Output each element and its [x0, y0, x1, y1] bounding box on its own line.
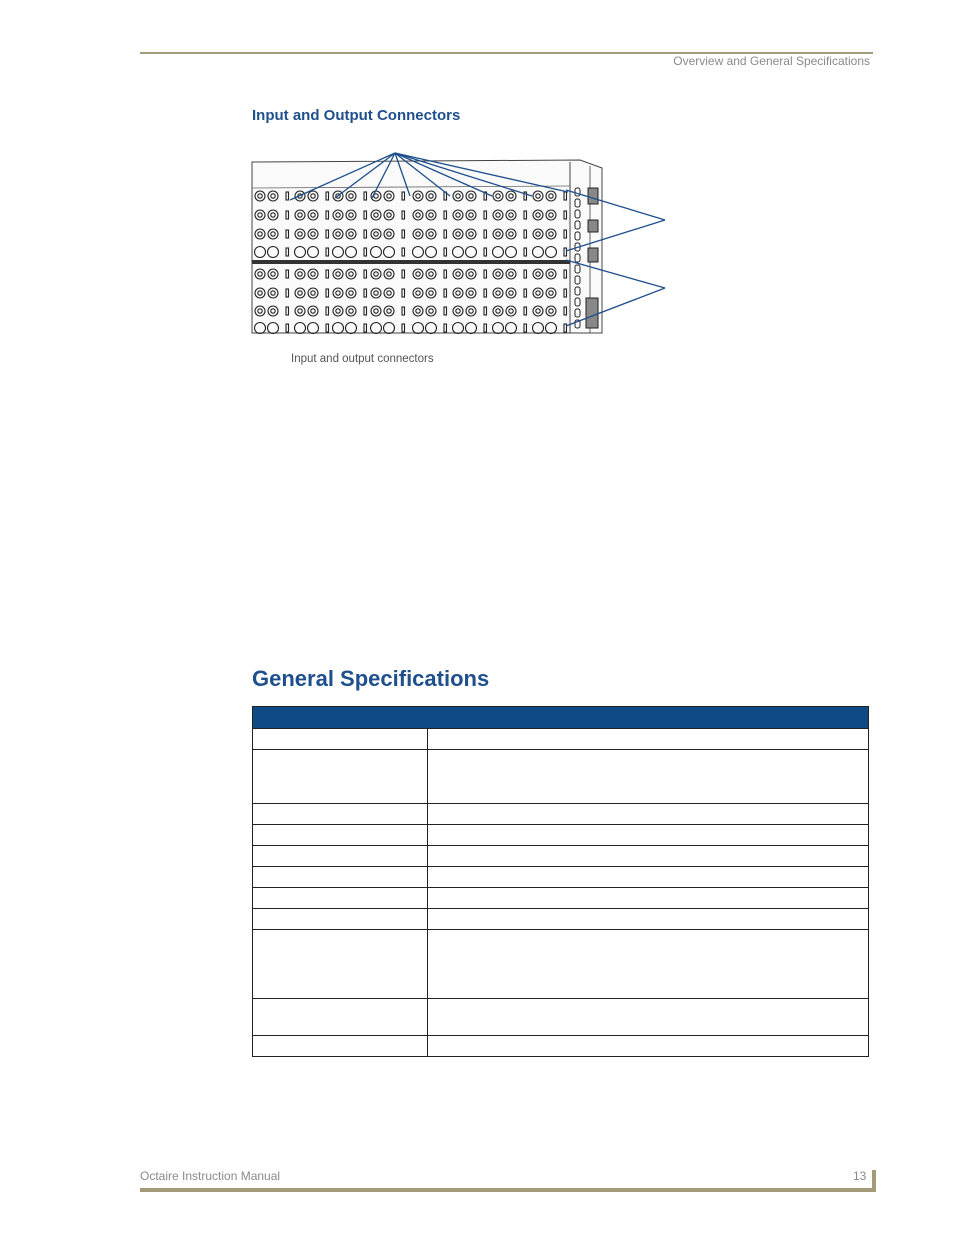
- spec-label-cell: [253, 1036, 428, 1057]
- table-row: [253, 930, 869, 999]
- side-port-icon: [575, 287, 580, 295]
- spec-value-cell: [428, 888, 869, 909]
- table-row: [253, 804, 869, 825]
- control-port-icon: [588, 220, 598, 232]
- general-specifications-table: [252, 706, 869, 1057]
- spec-label-cell: [253, 888, 428, 909]
- table-row: [253, 867, 869, 888]
- spec-label-cell: [253, 930, 428, 999]
- spec-value-cell: [428, 729, 869, 750]
- side-port-icon: [575, 221, 580, 229]
- table-row: [253, 909, 869, 930]
- spec-value-cell: [428, 867, 869, 888]
- spec-label-cell: [253, 804, 428, 825]
- header-section-title: Overview and General Specifications: [673, 54, 870, 68]
- side-port-icon: [575, 232, 580, 240]
- table-header-cell: [253, 707, 869, 729]
- spec-value-cell: [428, 930, 869, 999]
- spec-label-cell: [253, 999, 428, 1036]
- table-row: [253, 999, 869, 1036]
- spec-value-cell: [428, 825, 869, 846]
- table-row: [253, 825, 869, 846]
- table-row: [253, 846, 869, 867]
- footer-rule: [140, 1188, 874, 1192]
- control-port-icon: [586, 298, 598, 328]
- spec-label-cell: [253, 846, 428, 867]
- side-port-icon: [575, 309, 580, 317]
- spec-value-cell: [428, 909, 869, 930]
- spec-value-cell: [428, 804, 869, 825]
- connector-panel-figure: [250, 148, 680, 343]
- table-header-row: [253, 707, 869, 729]
- footer-page-number: 13: [853, 1169, 867, 1183]
- spec-value-cell: [428, 1036, 869, 1057]
- side-port-icon: [575, 265, 580, 273]
- side-port-icon: [575, 210, 580, 218]
- spec-label-cell: [253, 825, 428, 846]
- spec-value-cell: [428, 846, 869, 867]
- side-port-icon: [575, 276, 580, 284]
- side-port-icon: [575, 188, 580, 196]
- table-row: [253, 750, 869, 804]
- table-row: [253, 888, 869, 909]
- table-row: [253, 729, 869, 750]
- control-port-icon: [588, 188, 598, 204]
- spec-label-cell: [253, 729, 428, 750]
- spec-label-cell: [253, 750, 428, 804]
- table-row: [253, 1036, 869, 1057]
- spec-value-cell: [428, 750, 869, 804]
- side-port-icon: [575, 254, 580, 262]
- spec-label-cell: [253, 867, 428, 888]
- control-port-icon: [588, 248, 598, 262]
- side-port-icon: [575, 199, 580, 207]
- io-connectors-heading: Input and Output Connectors: [252, 107, 461, 124]
- spec-label-cell: [253, 909, 428, 930]
- connector-panel-illustration: [250, 148, 680, 343]
- footer-manual-title: Octaire Instruction Manual: [140, 1169, 281, 1183]
- general-specifications-heading: General Specifications: [252, 666, 490, 691]
- figure-caption: Input and output connectors: [291, 353, 434, 365]
- side-port-icon: [575, 298, 580, 306]
- spec-value-cell: [428, 999, 869, 1036]
